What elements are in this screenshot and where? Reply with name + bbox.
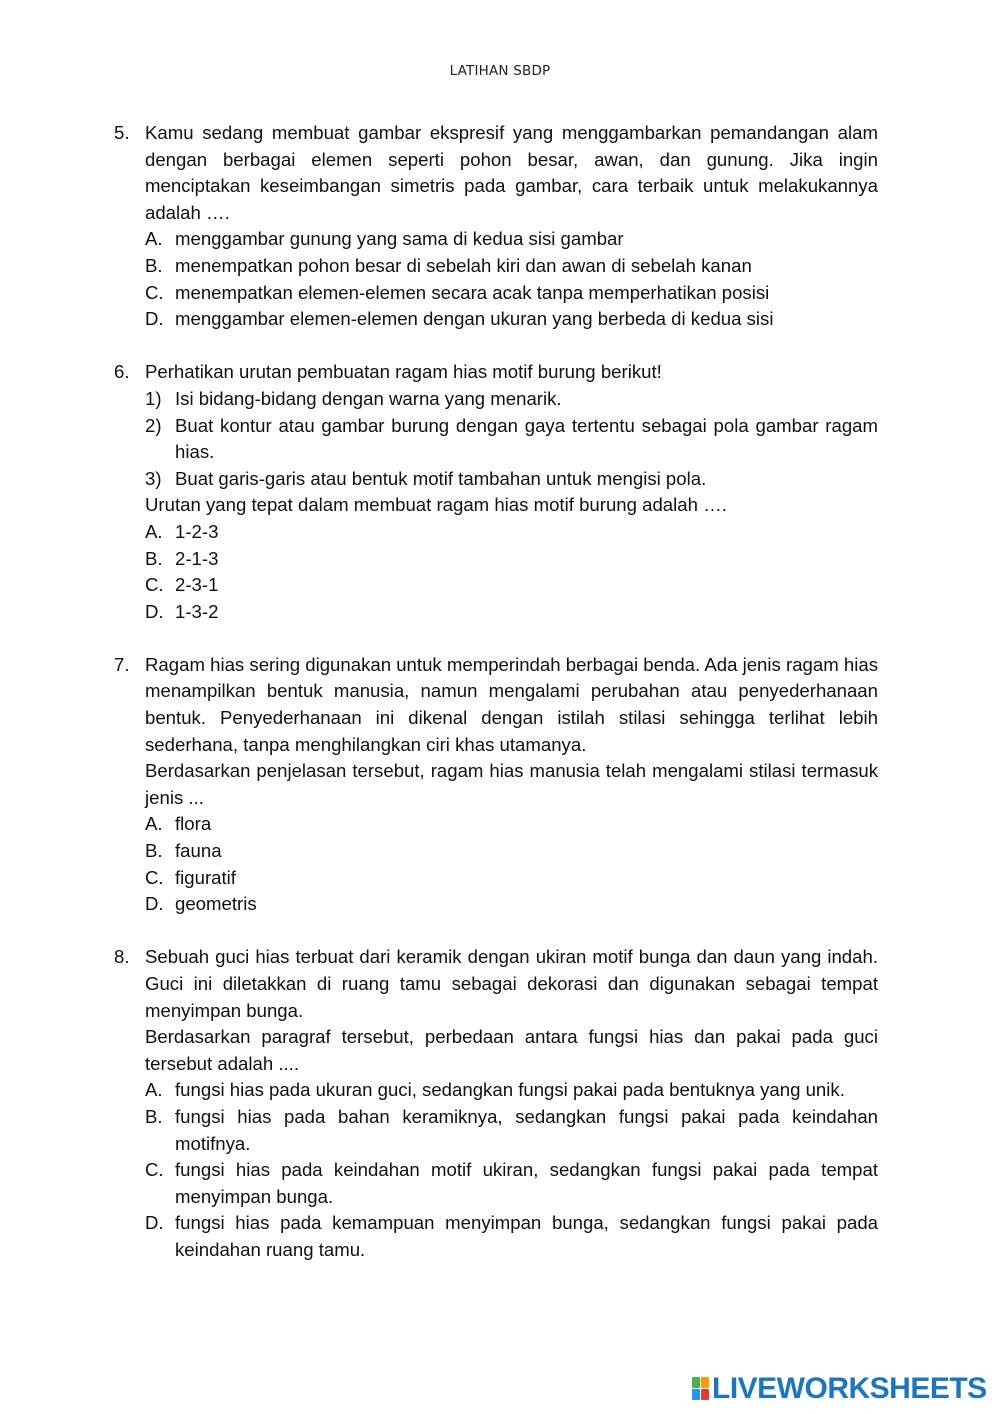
question-8	[114, 944, 878, 1263]
option-text: fungsi hias pada keindahan motif ukiran, sedangkan fungsi pakai pada tempat menyimpan bunga.	[175, 1159, 878, 1207]
option-label: B.	[145, 1105, 163, 1127]
option-text: geometris	[175, 893, 257, 915]
question-stem: Perhatikan urutan pembuatan ragam hias motif burung berikut!	[145, 361, 662, 383]
question-prompt: Urutan yang tepat dalam membuat ragam hias motif burung adalah ….	[145, 494, 727, 516]
option-label: C.	[145, 281, 164, 303]
option-d[interactable]	[145, 599, 878, 626]
question-stem: Kamu sedang membuat gambar ekspresif yang menggambarkan pemandangan alam dengan berbagai elemen seperti pohon besar, awan, dan gunung. Jika ingin menciptakan keseimbangan simetris pada gambar, cara terbaik untuk melakukannya adalah ….	[145, 122, 878, 223]
option-label: D.	[145, 308, 164, 330]
option-label: B.	[145, 254, 163, 276]
option-text: flora	[175, 813, 212, 835]
option-text: menempatkan elemen-elemen secara acak tanpa memperhatikan posisi	[175, 281, 770, 303]
question-7	[114, 652, 878, 918]
option-a[interactable]	[145, 519, 878, 546]
option-text: fungsi hias pada ukuran guci, sedangkan fungsi pakai pada bentuknya yang unik.	[175, 1079, 845, 1101]
option-label: B.	[145, 840, 163, 862]
question-prompt: Berdasarkan paragraf tersebut, perbedaan antara fungsi hias dan pakai pada guci tersebut adalah ....	[145, 1026, 878, 1074]
question-stem: Sebuah guci hias terbuat dari keramik dengan ukiran motif bunga dan daun yang indah. Guci ini diletakkan di ruang tamu sebagai dekorasi dan digunakan sebagai tempat menyimpan bunga.	[145, 946, 878, 1021]
option-a[interactable]	[145, 1077, 878, 1104]
question-5	[114, 120, 878, 333]
question-number: 5.	[114, 122, 130, 143]
option-label: B.	[145, 547, 163, 569]
step-1	[145, 386, 878, 413]
option-b[interactable]	[145, 1104, 878, 1157]
question-number: 8.	[114, 946, 130, 968]
step-label: 3)	[145, 467, 162, 489]
option-text: menempatkan pohon besar di sebelah kiri dan awan di sebelah kanan	[175, 254, 752, 276]
option-b[interactable]	[145, 253, 878, 280]
option-label: D.	[145, 893, 164, 915]
option-label: D.	[145, 1212, 164, 1234]
option-text: 2-1-3	[175, 547, 219, 569]
option-d[interactable]	[145, 306, 878, 333]
question-6	[114, 359, 878, 625]
step-label: 1)	[145, 387, 162, 409]
option-text: fauna	[175, 840, 222, 862]
option-label: A.	[145, 520, 163, 542]
option-text: figuratif	[175, 866, 236, 888]
option-text: fungsi hias pada bahan keramiknya, sedangkan fungsi pakai pada keindahan motifnya.	[175, 1105, 878, 1154]
option-c[interactable]	[145, 1157, 878, 1210]
step-text: Isi bidang-bidang dengan warna yang menarik.	[175, 387, 562, 409]
option-d[interactable]	[145, 891, 878, 918]
option-text: menggambar gunung yang sama di kedua sisi gambar	[175, 228, 624, 250]
option-text: 2-3-1	[175, 574, 219, 596]
option-a[interactable]	[145, 226, 878, 253]
option-b[interactable]	[145, 546, 878, 573]
option-d[interactable]	[145, 1210, 878, 1263]
question-stem: Ragam hias sering digunakan untuk memperindah berbagai benda. Ada jenis ragam hias menampilkan bentuk manusia, namun mengalami perubahan atau penyederhanaan bentuk. Penyederhanaan ini dikenal dengan istilah stilasi sehingga terlihat lebih sederhana, tanpa menghilangkan ciri khas utamanya.	[145, 653, 878, 755]
step-text: Buat kontur atau gambar burung dengan gaya tertentu sebagai pola gambar ragam hias.	[175, 414, 878, 463]
option-c[interactable]	[145, 280, 878, 307]
option-c[interactable]	[145, 572, 878, 599]
liveworksheets-logo-icon	[692, 1377, 710, 1401]
question-number: 7.	[114, 653, 130, 675]
option-b[interactable]	[145, 838, 878, 865]
option-text: 1-2-3	[175, 520, 219, 542]
step-3	[145, 466, 878, 493]
liveworksheets-logo	[692, 1374, 987, 1404]
option-text: fungsi hias pada kemampuan menyimpan bunga, sedangkan fungsi pakai pada keindahan ruang tamu.	[175, 1212, 878, 1260]
option-a[interactable]	[145, 811, 878, 838]
step-label: 2)	[145, 414, 162, 436]
logo-text: LIVEWORKSHEETS	[712, 1372, 987, 1405]
option-c[interactable]	[145, 865, 878, 892]
page-header-title: LATIHAN SBDP	[449, 63, 551, 79]
option-label: C.	[145, 866, 164, 888]
option-label: C.	[145, 1159, 164, 1181]
question-prompt: Berdasarkan penjelasan tersebut, ragam hias manusia telah mengalami stilasi termasuk jenis ...	[145, 760, 878, 808]
option-label: C.	[145, 574, 164, 596]
option-label: A.	[145, 813, 163, 835]
step-text: Buat garis-garis atau bentuk motif tambahan untuk mengisi pola.	[175, 467, 707, 489]
option-label: A.	[145, 1079, 163, 1101]
option-text: menggambar elemen-elemen dengan ukuran yang berbeda di kedua sisi	[175, 308, 774, 330]
option-label: A.	[145, 228, 163, 250]
step-2	[145, 413, 878, 466]
worksheet-content	[114, 120, 878, 1290]
option-label: D.	[145, 600, 164, 622]
question-number: 6.	[114, 361, 130, 383]
option-text: 1-3-2	[175, 600, 219, 622]
